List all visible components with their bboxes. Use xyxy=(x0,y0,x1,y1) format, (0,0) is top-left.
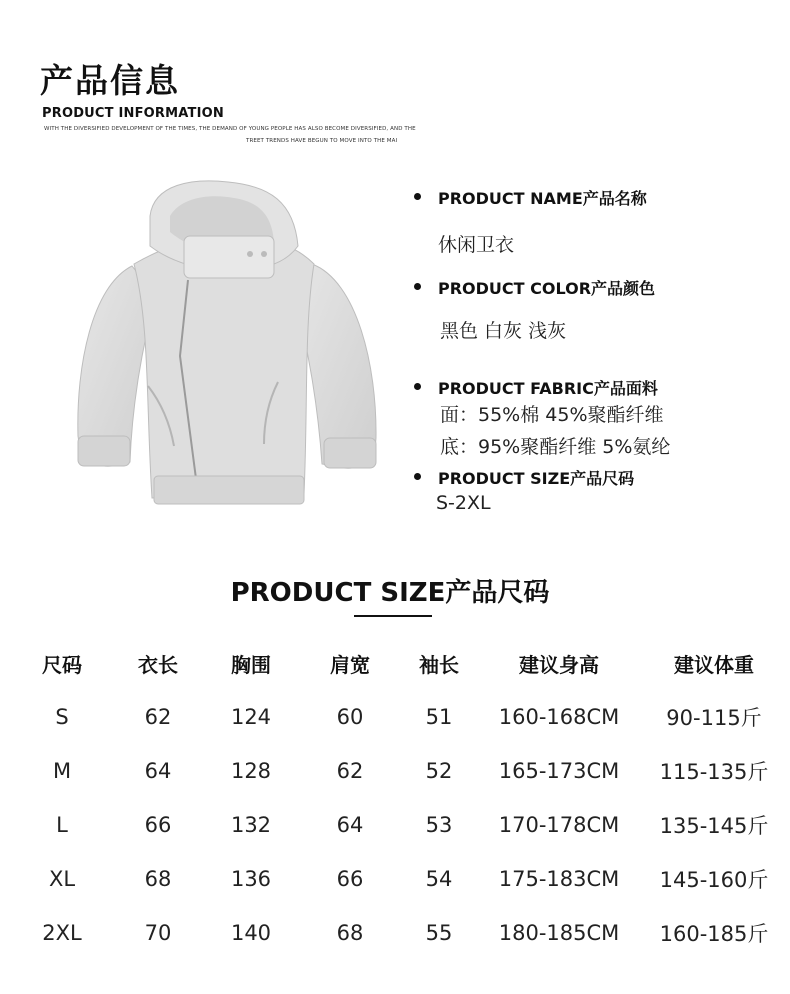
table-cell: 64 xyxy=(336,813,364,837)
table-row xyxy=(14,744,784,798)
table-cell: 128 xyxy=(230,759,272,783)
table-cell: S xyxy=(55,705,69,729)
table-cell: 160-185斤 xyxy=(659,922,769,946)
column-header: 建议体重 xyxy=(674,652,754,677)
table-cell: 175-183CM xyxy=(498,867,620,891)
column-header: 衣长 xyxy=(138,652,178,677)
table-cell: 52 xyxy=(425,759,453,783)
table-cell: 124 xyxy=(230,705,272,729)
table-cell: 145-160斤 xyxy=(659,868,769,892)
table-cell: 68 xyxy=(144,867,172,891)
table-cell: 132 xyxy=(230,813,272,837)
bullet-icon xyxy=(414,193,421,200)
table-cell: XL xyxy=(48,867,76,891)
product-fabric-value-face: 面：55%棉 45%聚酯纤维 xyxy=(440,404,664,426)
table-cell: 165-173CM xyxy=(498,759,620,783)
column-header: 尺码 xyxy=(42,652,82,677)
size-table xyxy=(14,636,784,960)
header-subtitle: PRODUCT INFORMATION xyxy=(42,106,224,121)
table-cell: 136 xyxy=(230,867,272,891)
table-cell: 90-115斤 xyxy=(666,706,762,730)
header-description-line2: TREET TRENDS HAVE BEGUN TO MOVE INTO THE MAI xyxy=(246,138,398,144)
table-cell: 51 xyxy=(425,705,453,729)
header-description-line1: WITH THE DIVERSIFIED DEVELOPMENT OF THE TIMES, THE DEMAND OF YOUNG PEOPLE HAS ALSO BECOME DIVERSIFIED, AND THE xyxy=(44,126,416,132)
table-cell: 64 xyxy=(144,759,172,783)
table-cell: 54 xyxy=(425,867,453,891)
table-cell: 115-135斤 xyxy=(659,760,769,784)
product-size-value: S-2XL xyxy=(436,492,491,514)
column-header: 建议身高 xyxy=(519,652,599,677)
table-cell: 170-178CM xyxy=(498,813,620,837)
table-cell: 180-185CM xyxy=(498,921,620,945)
table-cell: 62 xyxy=(336,759,364,783)
size-chart-divider xyxy=(354,615,432,617)
product-image xyxy=(72,176,382,526)
table-cell: 66 xyxy=(336,867,364,891)
table-cell: 62 xyxy=(144,705,172,729)
table-cell: M xyxy=(52,759,72,783)
bullet-icon xyxy=(414,473,421,480)
table-cell: 60 xyxy=(336,705,364,729)
size-chart-title: PRODUCT SIZE产品尺码 xyxy=(230,578,550,608)
header-title: 产品信息 xyxy=(40,61,180,100)
size-table-header-row xyxy=(14,636,784,690)
column-header: 肩宽 xyxy=(330,652,370,677)
product-name-value: 休闲卫衣 xyxy=(438,234,515,256)
table-cell: 160-168CM xyxy=(498,705,620,729)
table-cell: 2XL xyxy=(42,921,82,945)
table-cell: 140 xyxy=(230,921,272,945)
table-cell: 70 xyxy=(144,921,172,945)
product-fabric-value-base: 底：95%聚酯纤维 5%氨纶 xyxy=(440,436,671,458)
hoodie-image xyxy=(72,176,382,526)
table-cell: L xyxy=(56,813,68,837)
table-cell: 55 xyxy=(425,921,453,945)
product-name-label: PRODUCT NAME产品名称 xyxy=(438,189,647,208)
product-color-value: 黑色 白灰 浅灰 xyxy=(440,320,567,342)
table-cell: 135-145斤 xyxy=(659,814,769,838)
table-cell: 68 xyxy=(336,921,364,945)
table-row xyxy=(14,690,784,744)
table-row xyxy=(14,798,784,852)
product-size-label: PRODUCT SIZE产品尺码 xyxy=(438,469,635,488)
bullet-icon xyxy=(414,283,421,290)
product-fabric-label: PRODUCT FABRIC产品面料 xyxy=(438,379,658,398)
table-row xyxy=(14,906,784,960)
product-color-label: PRODUCT COLOR产品颜色 xyxy=(438,279,656,298)
bullet-icon xyxy=(414,383,421,390)
table-cell: 66 xyxy=(144,813,172,837)
column-header: 袖长 xyxy=(419,652,459,677)
column-header: 胸围 xyxy=(231,652,271,677)
table-row xyxy=(14,852,784,906)
table-cell: 53 xyxy=(425,813,453,837)
